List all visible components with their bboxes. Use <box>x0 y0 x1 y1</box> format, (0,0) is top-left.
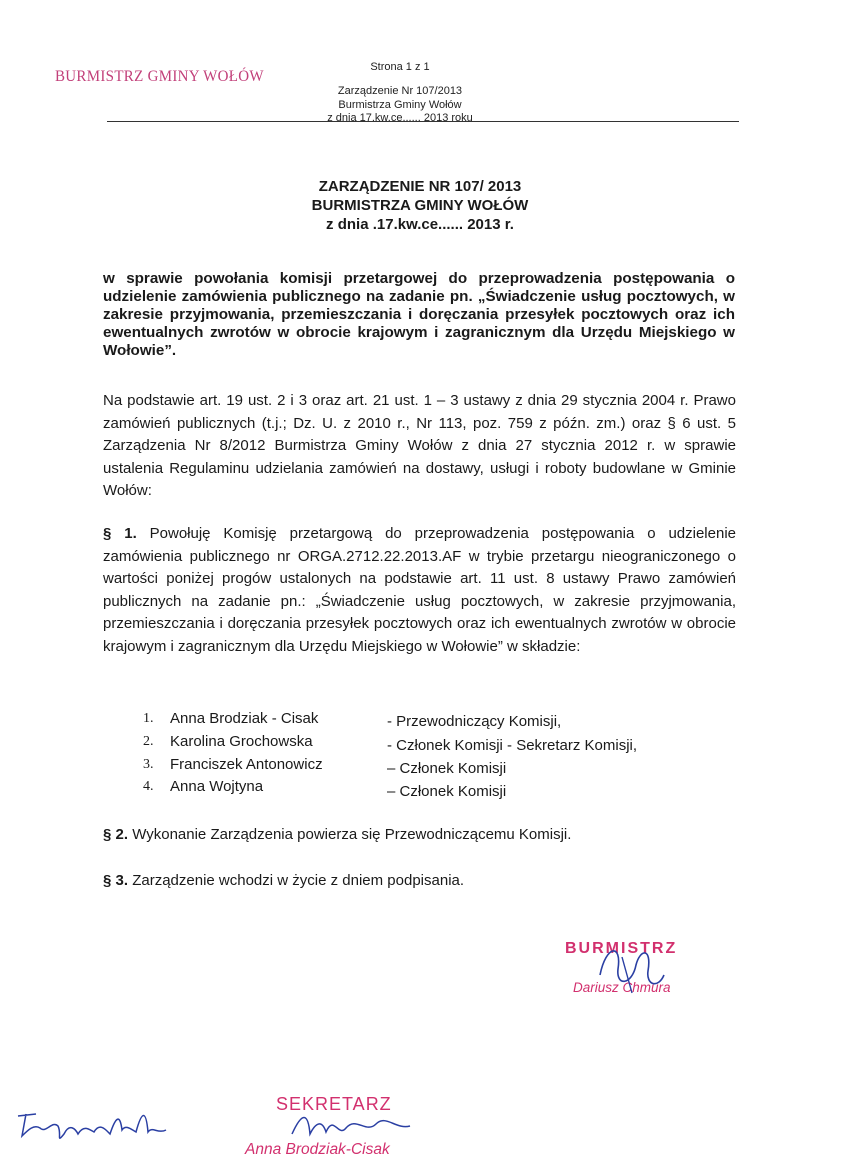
member-role: – Członek Komisji <box>387 783 507 800</box>
member-number: 1. <box>143 711 154 726</box>
member-name: Anna Wojtyna <box>170 778 264 795</box>
mayor-stamp-name: Dariusz Chmura <box>573 980 671 995</box>
section-3 <box>103 870 736 893</box>
secretary-signature <box>286 1104 416 1149</box>
initials-signature <box>12 1100 172 1150</box>
member-name: Karolina Grochowska <box>170 733 313 750</box>
subject-paragraph: w sprawie powołania komisji przetargowej do przeprowadzenia postępowania o udzielenie zamówienia publicznego na zadanie pn. „Świadczenie usług pocztowych, w zakresie przyjmowania, przemieszczania i doręczania przesyłek pocztowych oraz ich ewentualnych zwrotów w obrocie krajowym i zagranicznym dla Urzędu Miejskiego w Wołowie”. <box>103 270 735 359</box>
mayor-stamp-title: BURMISTRZ <box>565 940 678 957</box>
mayor-header-stamp: BURMISTRZ GMINY WOŁÓW <box>55 68 264 86</box>
member-number: 4. <box>143 779 154 794</box>
section-3-text: Zarządzenie wchodzi w życie z dniem podpisania. <box>132 872 465 889</box>
document-date: z dnia .17.kw.ce...... 2013 r. <box>326 216 514 233</box>
section-1 <box>103 523 736 658</box>
secretary-stamp-name: Anna Brodziak-Cisak <box>245 1141 390 1158</box>
section-3-label: § 3. <box>103 872 129 889</box>
header-order-number: Zarządzenie Nr 107/2013 <box>337 85 463 97</box>
document-title: ZARZĄDZENIE NR 107/ 2013 <box>318 178 522 195</box>
member-name: Anna Brodziak - Cisak <box>170 710 319 727</box>
page-number: Strona 1 z 1 <box>370 61 430 73</box>
member-number: 2. <box>143 734 154 749</box>
mayor-signature <box>592 935 672 1005</box>
member-role: – Członek Komisji <box>387 760 507 777</box>
secretary-stamp-title: SEKRETARZ <box>276 1094 392 1114</box>
member-role: - Przewodniczący Komisji, <box>387 713 562 730</box>
section-2-label: § 2. <box>103 826 129 843</box>
member-role: - Członek Komisji - Sekretarz Komisji, <box>387 737 638 754</box>
header-divider <box>107 121 739 122</box>
header-date: z dnia 17.kw.ce...... 2013 roku <box>327 112 473 124</box>
member-name: Franciszek Antonowicz <box>170 756 323 773</box>
section-2 <box>103 824 736 847</box>
document-issuer: BURMISTRZA GMINY WOŁÓW <box>311 197 529 214</box>
section-1-label: § 1. <box>103 525 137 542</box>
member-number: 3. <box>143 757 154 772</box>
header-issuer: Burmistrza Gminy Wołów <box>338 99 462 111</box>
legal-basis-paragraph: Na podstawie art. 19 ust. 2 i 3 oraz art. 21 ust. 1 – 3 ustawy z dnia 29 stycznia 2004 r. Prawo zamówień publicznych (t.j.; Dz. U. z 2010 r., Nr 113, poz. 759 z późn. zm.) oraz § 6 ust. 5 Zarządzenia Nr 8/2012 Burmistrza Gminy Wołów z dnia 27 stycznia 2012 r. w sprawie ustalenia Regulaminu udzielania zamówień na dostawy, usługi i roboty budowlane w Gminie Wołów: <box>103 392 736 499</box>
section-1-text: Powołuję Komisję przetargową do przeprowadzenia postępowania o udzielenie zamówienia publicznego nr ORGA.2712.22.2013.AF w trybie przetargu nieograniczonego o wartości poniżej progów ustalonych na podstawie art. 11 ust. 8 ustawy Prawo zamówień publicznych na zadanie pn.: „Świadczenie usług pocztowych, w zakresie przyjmowania, przemieszczania i doręczania przesyłek pocztowych oraz ich ewentualnych zwrotów w obrocie krajowym i zagranicznym dla Urzędu Miejskiego w Wołowie” w składzie: <box>103 525 736 655</box>
section-2-text: Wykonanie Zarządzenia powierza się Przewodniczącemu Komisji. <box>132 826 572 843</box>
